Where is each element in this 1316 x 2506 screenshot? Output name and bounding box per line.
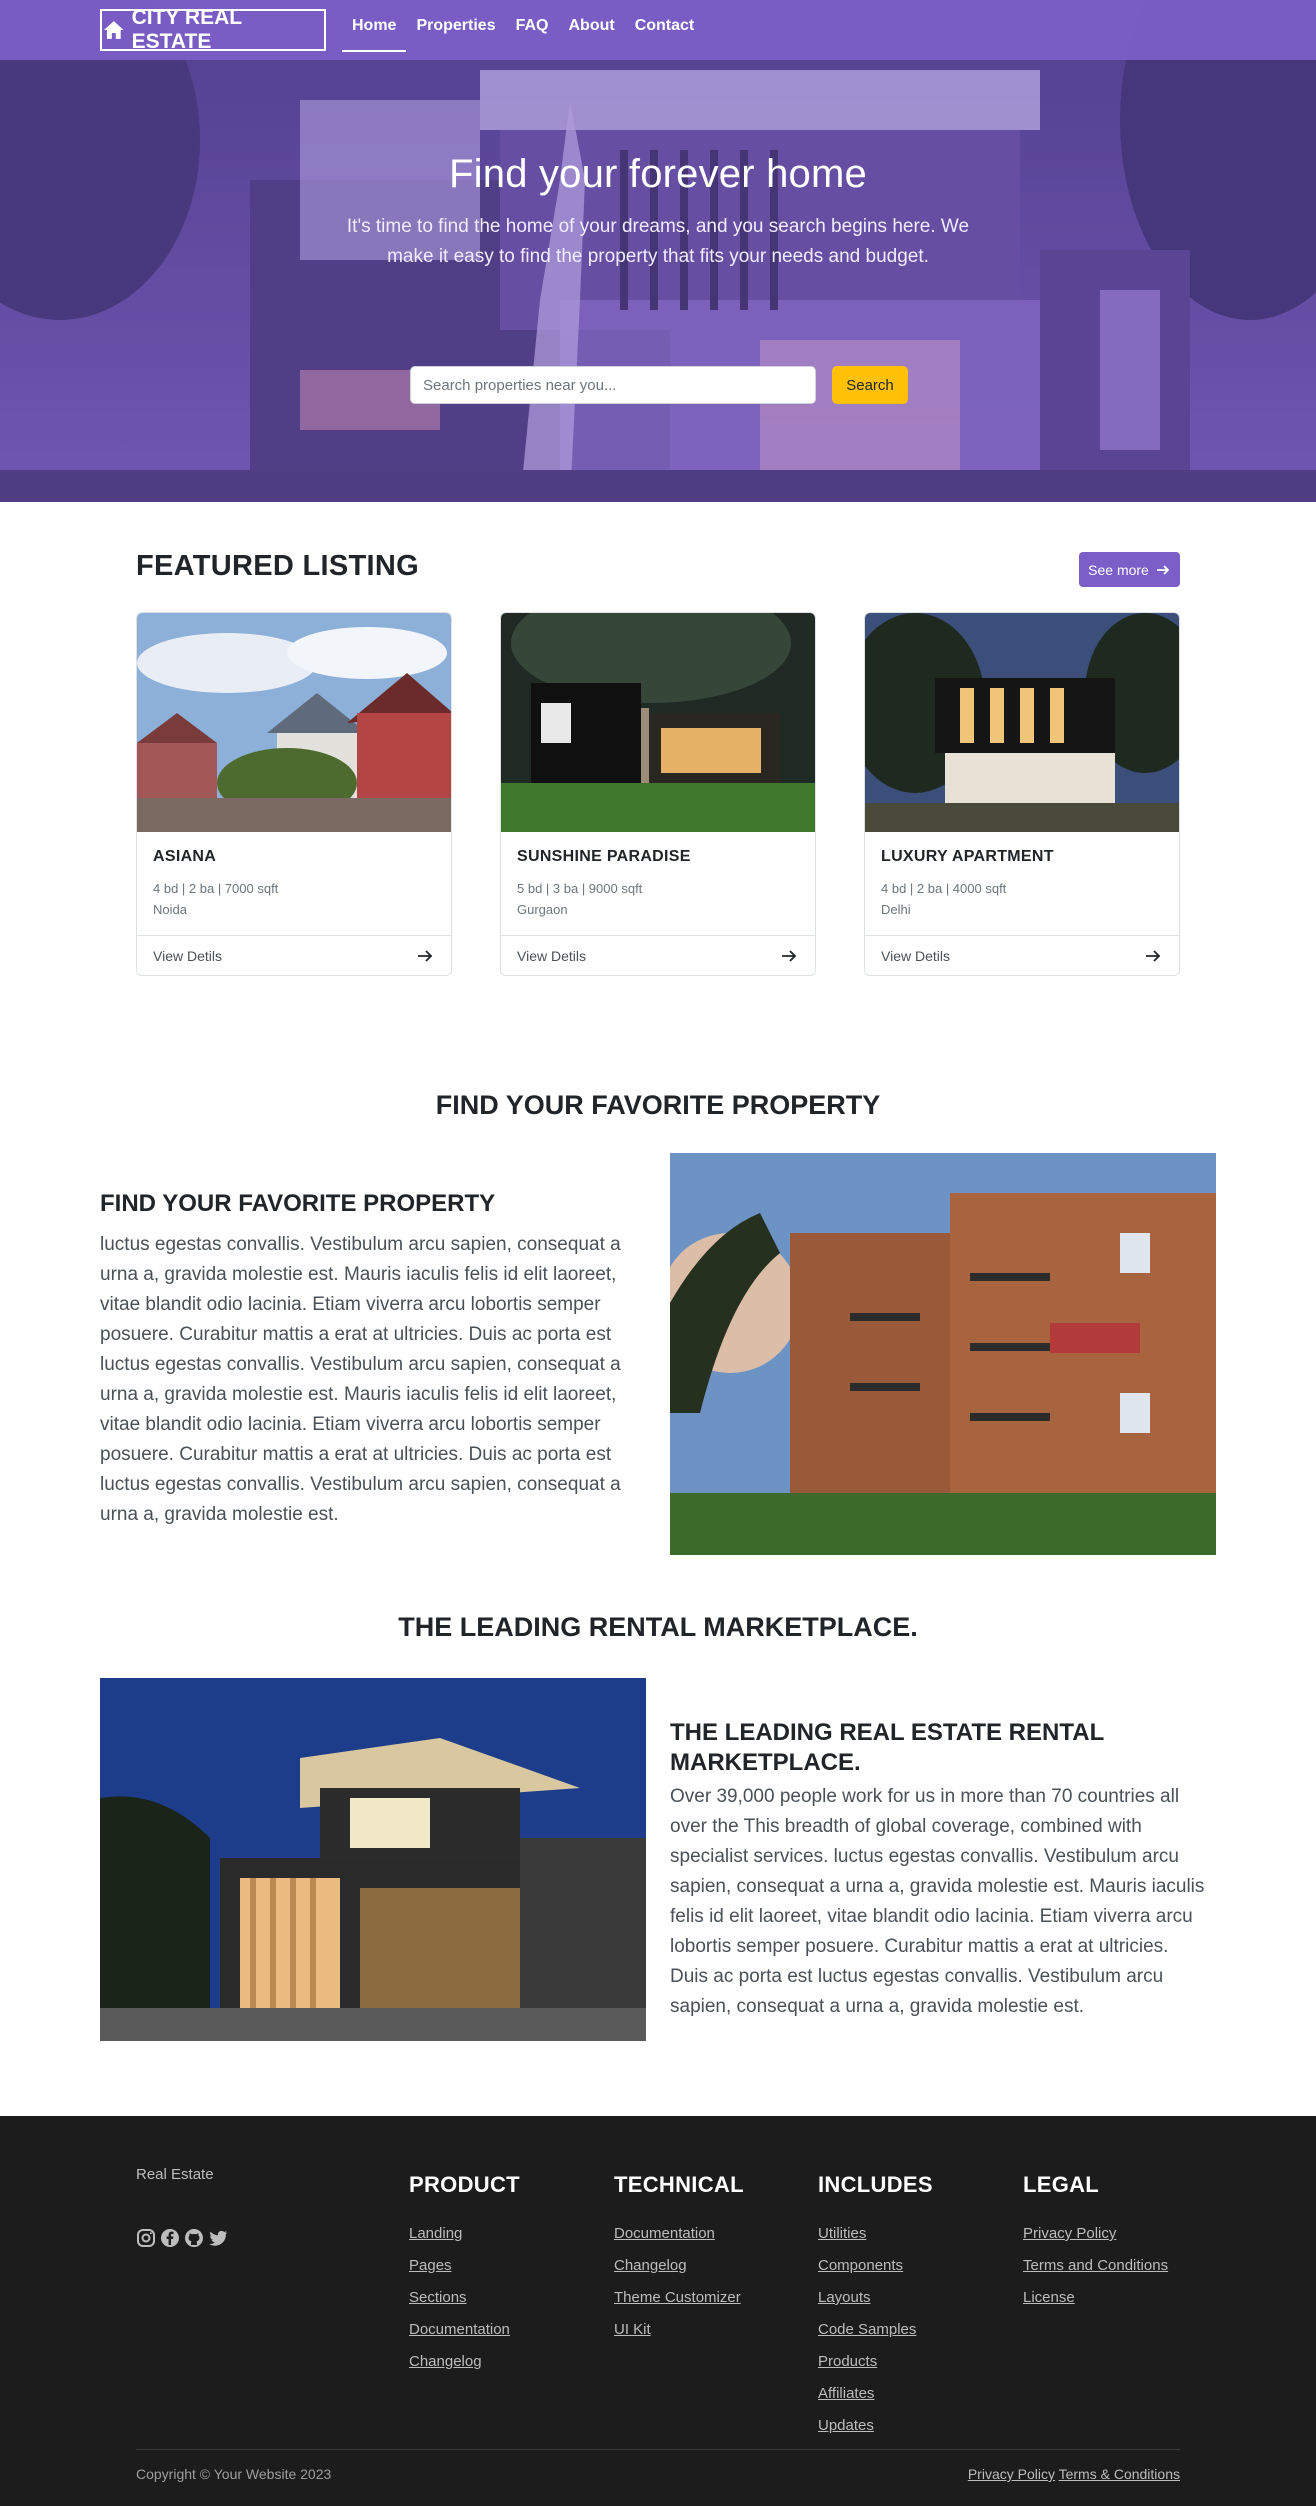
- card-footer[interactable]: [501, 935, 815, 976]
- footer-link[interactable]: Terms and Conditions: [1023, 2257, 1169, 2274]
- see-more-button[interactable]: [1079, 552, 1180, 587]
- card-body: [137, 832, 451, 935]
- rental-marketplace-section: [0, 1564, 1316, 2116]
- footer-link[interactable]: Products: [818, 2353, 878, 2370]
- card-footer[interactable]: [137, 935, 451, 976]
- footer-col-title: LEGAL: [1023, 2172, 1100, 2197]
- arrow-right-icon: [1155, 562, 1171, 578]
- featured-listing: [0, 502, 1316, 1044]
- footer-link[interactable]: Pages: [409, 2257, 452, 2274]
- nav-links: [342, 0, 704, 52]
- nav-link-home[interactable]: Home: [342, 0, 406, 52]
- card-specs: 4 bd | 2 ba | 4000 sqft: [881, 881, 1007, 896]
- footer-col-includes: [818, 2172, 933, 2442]
- card-body: [501, 832, 815, 935]
- listing-image: [501, 613, 816, 832]
- home-icon: [102, 18, 126, 42]
- footer-col-technical: [614, 2172, 744, 2346]
- modern-house-photo: [501, 613, 816, 832]
- arrow-right-icon[interactable]: [779, 946, 799, 966]
- see-more-label: See more: [1088, 561, 1149, 578]
- listing-image: [865, 613, 1180, 832]
- favorite-property-section: [0, 1044, 1316, 1564]
- github-icon[interactable]: [184, 2228, 204, 2248]
- social-icons: [136, 2228, 228, 2248]
- view-details-link[interactable]: View Detils: [153, 948, 222, 964]
- navbar: [0, 0, 1316, 60]
- view-details-link[interactable]: View Detils: [517, 948, 586, 964]
- footer-link[interactable]: Theme Customizer: [614, 2289, 741, 2306]
- favorite-property-subheading: FIND YOUR FAVORITE PROPERTY: [100, 1190, 496, 1217]
- card-footer[interactable]: [865, 935, 1179, 976]
- hero-title: Find your forever home: [449, 152, 867, 196]
- nav-link-faq[interactable]: FAQ: [515, 17, 549, 34]
- footer-link[interactable]: Layouts: [818, 2289, 871, 2306]
- footer-link[interactable]: UI Kit: [614, 2321, 651, 2338]
- listing-card-luxury-apartment[interactable]: [864, 612, 1180, 976]
- listing-card-sunshine-paradise[interactable]: [500, 612, 816, 976]
- instagram-icon[interactable]: [136, 2228, 156, 2248]
- card-title: SUNSHINE PARADISE: [517, 848, 691, 865]
- card-body: [865, 832, 1179, 935]
- footer-col-product: [409, 2172, 520, 2378]
- view-details-link[interactable]: View Detils: [881, 948, 950, 964]
- favorite-property-heading: FIND YOUR FAVORITE PROPERTY: [435, 1090, 881, 1120]
- search-input[interactable]: [410, 366, 816, 404]
- apartment-building-image: [670, 1153, 1216, 1555]
- footer-link[interactable]: Updates: [818, 2417, 874, 2434]
- apartment-photo: [865, 613, 1180, 832]
- listing-image: [137, 613, 452, 832]
- card-title: ASIANA: [153, 848, 217, 865]
- footer-link[interactable]: Documentation: [614, 2225, 715, 2242]
- footer-link[interactable]: Code Samples: [818, 2321, 917, 2338]
- search-bar: [410, 366, 908, 404]
- footer-link[interactable]: Affiliates: [818, 2385, 875, 2402]
- night-house-image: [100, 1678, 646, 2041]
- footer-link[interactable]: Changelog: [409, 2353, 482, 2370]
- footer-divider: [136, 2449, 1180, 2450]
- houses-photo: [137, 613, 452, 832]
- footer: [0, 2116, 1316, 2506]
- rental-marketplace-heading: THE LEADING RENTAL MARKETPLACE.: [398, 1612, 918, 1642]
- privacy-policy-link[interactable]: Privacy Policy: [967, 2466, 1055, 2482]
- facebook-icon[interactable]: [160, 2228, 180, 2248]
- card-specs: 4 bd | 2 ba | 7000 sqft: [153, 881, 279, 896]
- terms-link[interactable]: Terms & Conditions: [1058, 2466, 1180, 2482]
- card-city: Gurgaon: [517, 902, 568, 917]
- footer-col-title: INCLUDES: [818, 2172, 933, 2197]
- footer-link[interactable]: Landing: [409, 2225, 463, 2242]
- footer-link[interactable]: Changelog: [614, 2257, 687, 2274]
- footer-link[interactable]: Sections: [409, 2289, 467, 2306]
- brand-logo[interactable]: [100, 6, 326, 53]
- featured-title: FEATURED LISTING: [136, 550, 419, 582]
- hero: [0, 0, 1316, 502]
- footer-col-title: TECHNICAL: [614, 2172, 744, 2197]
- nav-link-contact[interactable]: Contact: [634, 17, 695, 34]
- listing-card-asiana[interactable]: [136, 612, 452, 976]
- footer-link[interactable]: Components: [818, 2257, 904, 2274]
- card-city: Noida: [153, 902, 187, 917]
- footer-link[interactable]: Utilities: [818, 2225, 867, 2242]
- arrow-right-icon[interactable]: [1143, 946, 1163, 966]
- footer-link[interactable]: License: [1023, 2289, 1075, 2306]
- footer-col-legal: [1023, 2172, 1168, 2314]
- card-title: LUXURY APARTMENT: [881, 848, 1054, 865]
- twitter-icon[interactable]: [208, 2228, 228, 2248]
- footer-brand: Real Estate: [136, 2166, 214, 2183]
- footer-link[interactable]: Documentation: [409, 2321, 510, 2338]
- brand-name: CITY REAL ESTATE: [131, 6, 242, 53]
- nav-link-about[interactable]: About: [568, 17, 615, 34]
- rental-marketplace-text: Over 39,000 people work for us in more than 70 countries all over the This breadth of global coverage, combined with specialist services. luctus egestas convallis. Vestibulum arcu sapien, consequat a urna a, gravida molestie est. Mauris iaculis felis id elit laoreet, vitae blandit odio lacinia. Etiam viverra arcu lobortis semper posuere. Curabitur mattis a erat at ultricies. Duis ac porta est luctus egestas convallis. Vestibulum arcu sapien, consequat a urna a, gravida molestie est.: [670, 1786, 1205, 2017]
- arrow-right-icon[interactable]: [415, 946, 435, 966]
- nav-link-properties[interactable]: Properties: [416, 17, 496, 34]
- footer-col-title: PRODUCT: [409, 2172, 520, 2197]
- search-button[interactable]: Search: [832, 366, 908, 404]
- footer-legal-links: [968, 2466, 1180, 2482]
- copyright: Copyright © Your Website 2023: [136, 2466, 332, 2482]
- card-city: Delhi: [881, 902, 911, 917]
- footer-link[interactable]: Privacy Policy: [1023, 2225, 1117, 2242]
- favorite-property-text: luctus egestas convallis. Vestibulum arcu sapien, consequat a urna a, gravida molestie est. Mauris iaculis felis id elit laoreet, vitae blandit odio lacinia. Etiam viverra arcu lobortis semper posuere. Curabitur mattis a erat at ultricies. Duis ac porta est luctus egestas convallis. Vestibulum arcu sapien, consequat a urna a, gravida molestie est. Mauris iaculis felis id elit laoreet, vitae blandit odio lacinia. Etiam viverra arcu lobortis semper posuere. Curabitur mattis a erat at ultricies. Duis ac porta est luctus egestas convallis. Vestibulum arcu sapien, consequat a urna a, gravida molestie est.: [100, 1234, 621, 1525]
- hero-subtitle: It's time to find the home of your dreams, and you search begins here. We make it easy to find the property that fits your needs and budget.: [346, 216, 970, 267]
- rental-marketplace-subheading: THE LEADING REAL ESTATE RENTAL MARKETPLACE.: [670, 1719, 1104, 1776]
- card-specs: 5 bd | 3 ba | 9000 sqft: [517, 881, 643, 896]
